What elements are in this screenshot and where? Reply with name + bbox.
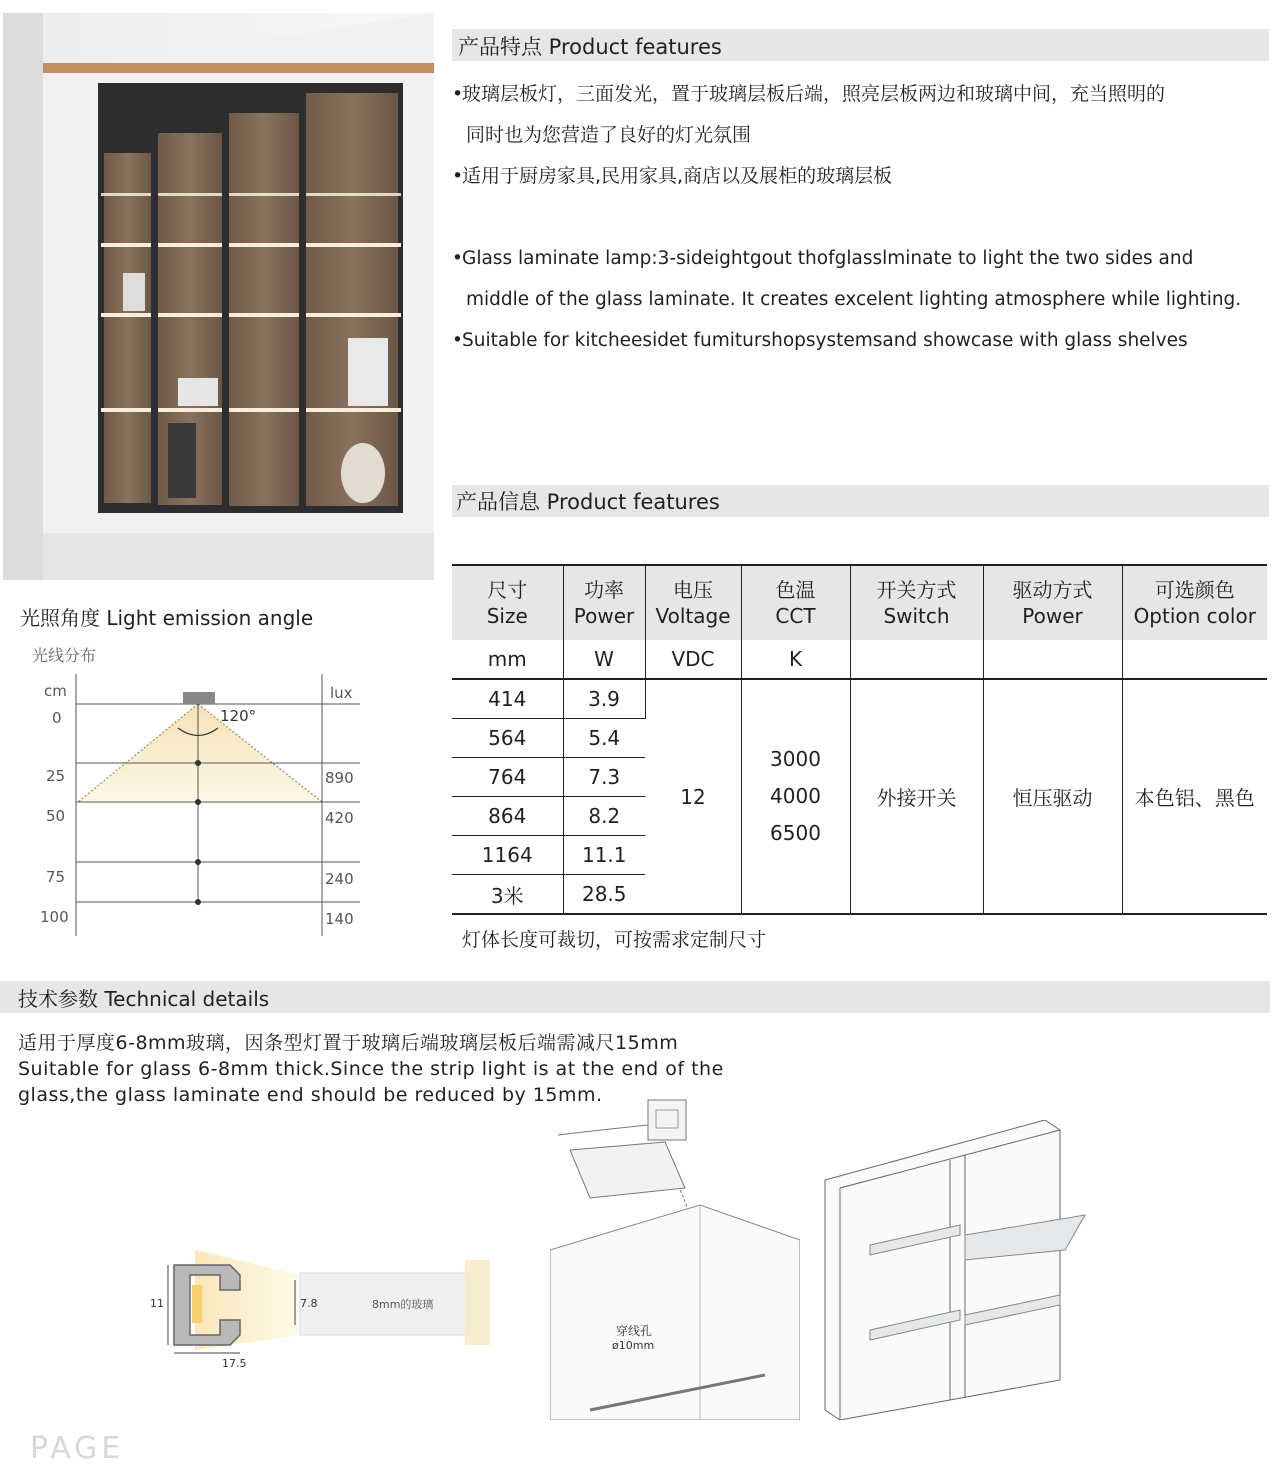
tech-line-en-2: glass,the glass laminate end should be reduced by 15mm. — [18, 1084, 603, 1106]
tech-title: 技术参数 Technical details — [18, 987, 270, 1011]
cm-unit-label: cm — [44, 682, 67, 700]
feature-en-2: •Suitable for kitcheesidet fumiturshopsystemsand showcase with glass shelves — [452, 330, 1188, 351]
header-drive: 驱动方式 Power — [983, 565, 1122, 640]
distance-label: 0 — [52, 709, 62, 727]
size-cell: 564 — [452, 719, 563, 758]
size-cell: 1164 — [452, 836, 563, 875]
power-cell: 28.5 — [563, 875, 645, 915]
header-power: 功率 Power — [563, 565, 645, 640]
size-cell: 414 — [452, 679, 563, 719]
product-photo — [3, 13, 434, 580]
header-size: 尺寸 Size — [452, 565, 563, 640]
size-cell: 764 — [452, 758, 563, 797]
unit-cell — [850, 640, 983, 679]
lux-label: 240 — [325, 870, 354, 888]
voltage-cell: 12 — [645, 679, 741, 914]
cct-value: 4000 — [770, 784, 821, 808]
drive-cell: 恒压驱动 — [983, 679, 1122, 914]
lux-unit-label: lux — [330, 684, 353, 702]
page-footer-text: PAGE — [30, 1431, 125, 1466]
installation-diagram — [550, 1090, 800, 1420]
unit-cell: K — [741, 640, 850, 679]
lux-label: 890 — [325, 769, 354, 787]
header-color: 可选颜色 Option color — [1122, 565, 1267, 640]
wall-socket-icon — [648, 1100, 686, 1140]
angle-label: 120° — [220, 707, 257, 725]
table-row — [452, 679, 1267, 719]
switch-cell: 外接开关 — [850, 679, 983, 914]
lux-label: 420 — [325, 809, 354, 827]
light-distribution-chart — [30, 668, 375, 943]
feature-cn-1-cont: 同时也为您营造了良好的灯光氛围 — [466, 124, 752, 146]
lamp-icon — [183, 692, 215, 704]
features-title: 产品特点 Product features — [458, 35, 722, 59]
unit-cell: mm — [452, 640, 563, 679]
customize-note: 灯体长度可裁切，可按需求定制尺寸 — [462, 929, 767, 951]
power-cell: 8.2 — [563, 797, 645, 836]
light-beam — [78, 704, 322, 802]
distance-label: 75 — [46, 868, 66, 886]
feature-en-1: •Glass laminate lamp:3-sideightgout thofglasslminate to light the two sides and — [452, 248, 1194, 269]
profile-diagram — [140, 1235, 500, 1375]
info-title: 产品信息 Product features — [456, 490, 720, 514]
angle-chart-caption: 光线分布 — [32, 646, 97, 665]
lux-label: 140 — [325, 910, 354, 928]
unit-cell — [1122, 640, 1267, 679]
cabinet-diagram — [815, 1120, 1095, 1420]
unit-cell: VDC — [645, 640, 741, 679]
glass-label: 8mm的玻璃 — [372, 1298, 434, 1311]
cct-value: 3000 — [770, 747, 821, 771]
cct-value: 6500 — [770, 821, 821, 845]
cabinet-photo-illustration — [3, 13, 434, 580]
feature-cn-2: •适用于厨房家具,民用家具,商店以及展柜的玻璃层板 — [452, 165, 893, 187]
header-cct: 色温 CCT — [741, 565, 850, 640]
unit-cell — [983, 640, 1122, 679]
feature-en-1-cont: middle of the glass laminate. It creates excelent lighting atmosphere while lighting. — [466, 289, 1242, 310]
tech-line-en-1: Suitable for glass 6-8mm thick.Since the strip light is at the end of the — [18, 1058, 724, 1080]
angle-title: 光照角度 Light emission angle — [20, 606, 314, 630]
spec-table-header — [452, 565, 1267, 640]
spec-table — [452, 564, 1267, 915]
tech-line-cn: 适用于厚度6-8mm玻璃，因条型灯置于玻璃后端玻璃层板后端需减尺15mm — [18, 1032, 679, 1054]
distance-label: 100 — [40, 908, 69, 926]
cct-cell — [741, 679, 850, 914]
color-cell: 本色铝、黑色 — [1122, 679, 1267, 914]
profile-height-label: 11 — [150, 1297, 164, 1310]
feature-cn-1: •玻璃层板灯，三面发光，置于玻璃层板后端，照亮层板两边和玻璃中间，充当照明的 — [452, 83, 1166, 105]
header-switch: 开关方式 Switch — [850, 565, 983, 640]
cable-hole-size: ø10mm — [612, 1339, 655, 1352]
header-voltage: 电压 Voltage — [645, 565, 741, 640]
power-driver — [570, 1142, 685, 1198]
unit-cell: W — [563, 640, 645, 679]
power-cell: 5.4 — [563, 719, 645, 758]
size-cell: 3米 — [452, 875, 563, 915]
power-cell: 11.1 — [563, 836, 645, 875]
size-cell: 864 — [452, 797, 563, 836]
distance-label: 50 — [46, 807, 66, 825]
slot-height-label: 7.8 — [300, 1297, 318, 1310]
spec-table-units — [452, 640, 1267, 679]
power-cell: 3.9 — [563, 679, 645, 719]
cable-hole-label: 穿线孔 — [616, 1324, 653, 1338]
power-cell: 7.3 — [563, 758, 645, 797]
profile-width-label: 17.5 — [222, 1357, 247, 1370]
distance-label: 25 — [46, 767, 66, 785]
